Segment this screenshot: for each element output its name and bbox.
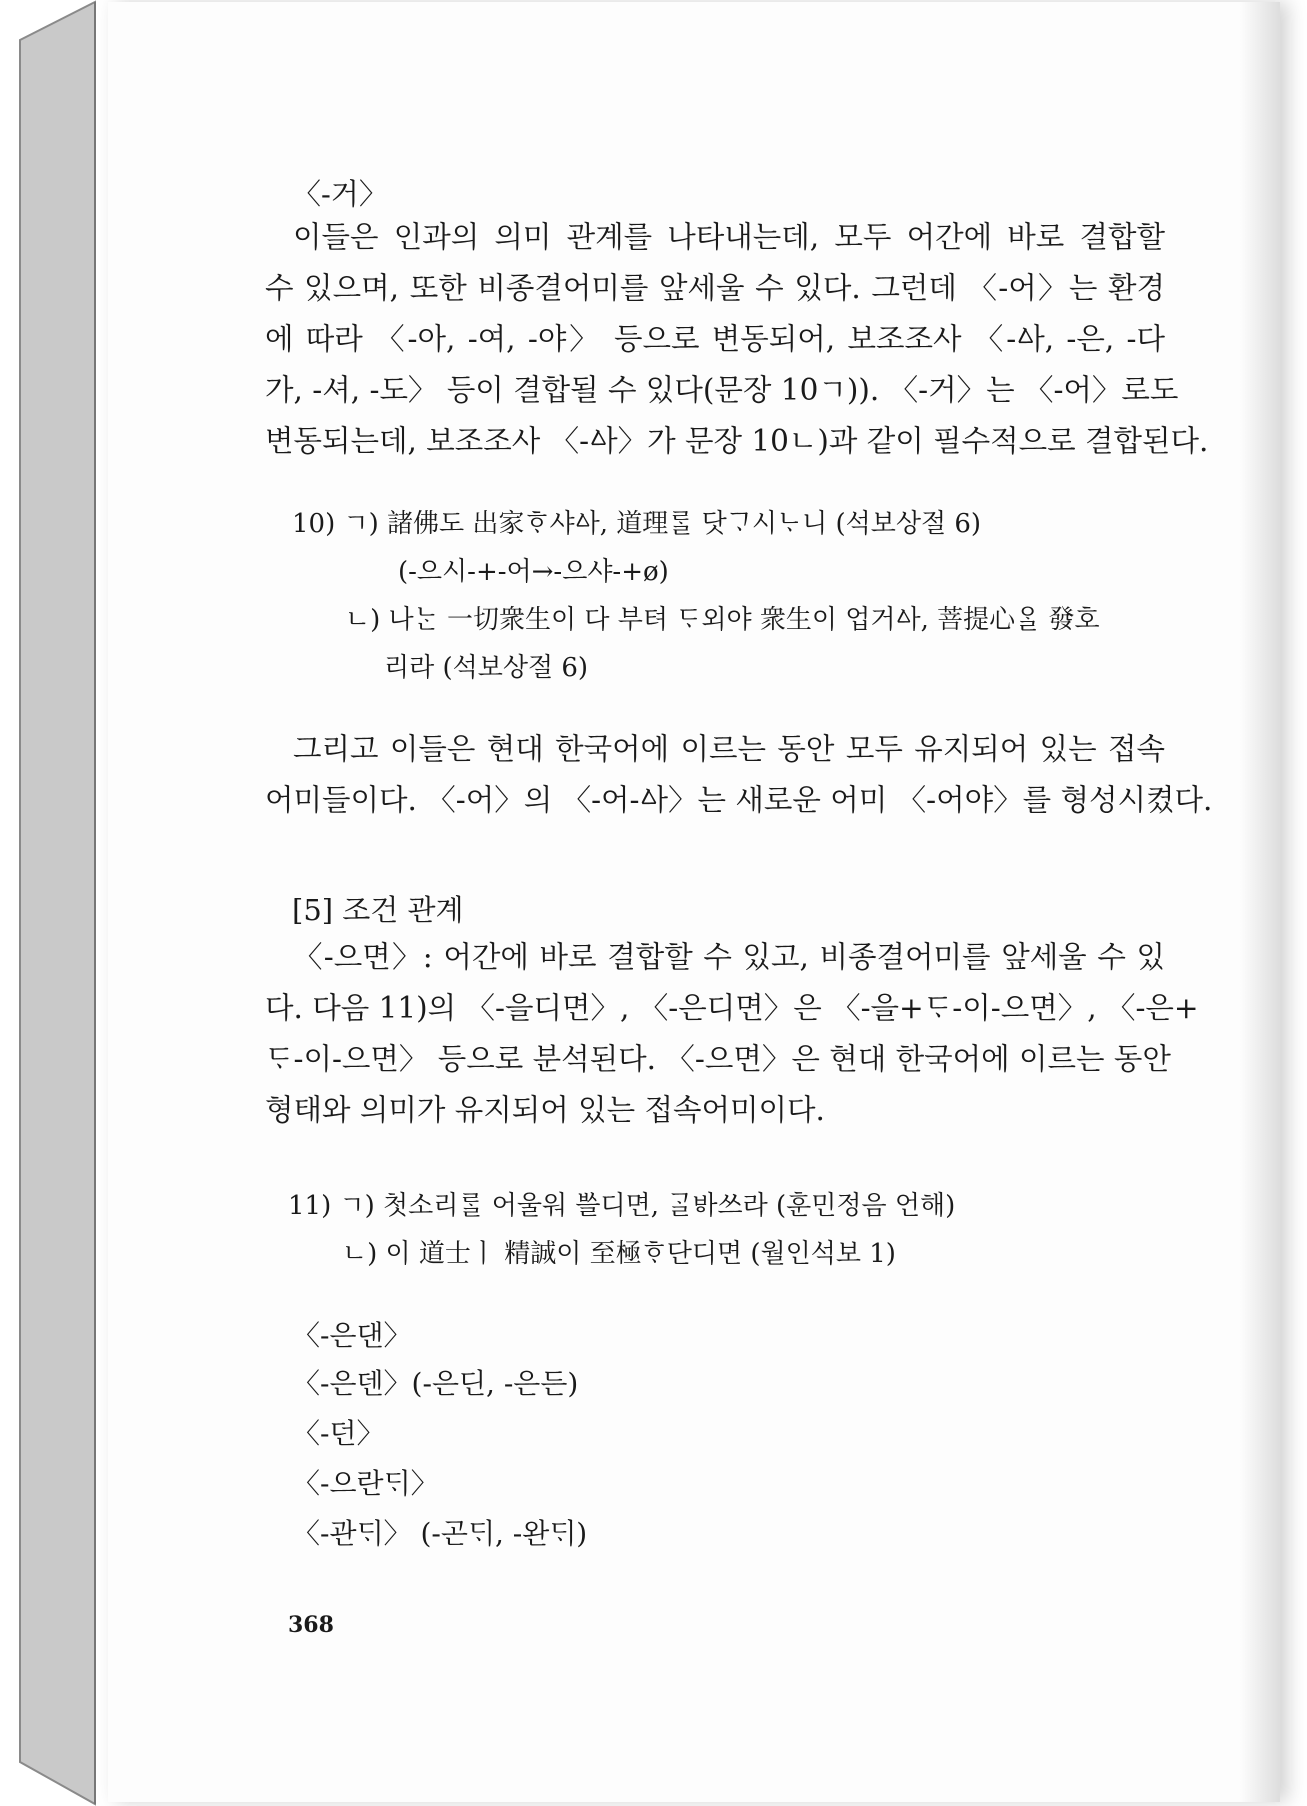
paragraph-line: 변동되는데, 보조조사 〈-ᅀᅡ〉가 문장 10ㄴ)과 같이 필수적으로 결합된다. xyxy=(265,424,1209,458)
list-item: 〈-관ᄃᆡ〉 (-곤ᄃᆡ, -완ᄃᆡ) xyxy=(292,1517,588,1550)
paragraph-line: 수 있으며, 또한 비종결어미를 앞세울 수 있다. 그런데 〈-어〉는 환경 xyxy=(265,271,1165,305)
paragraph-line: 〈-으면〉: 어간에 바로 결합할 수 있고, 비종결어미를 앞세울 수 있 xyxy=(293,940,1165,974)
paragraph-line: 어미들이다. 〈-어〉의 〈-어-ᅀᅡ〉는 새로운 어미 〈-어야〉를 형성시켰다. xyxy=(265,783,1213,817)
list-item: 〈-은댄〉 xyxy=(292,1319,412,1352)
example-11a: 11) ㄱ) 첫소리ᄅᆞᆯ 어울워 ᄡᅳᆯ디면, ᄀᆞᆯᄫᅡ쓰라 (훈민정음 언해) xyxy=(288,1191,956,1221)
heading-geo: 〈-거〉 xyxy=(292,177,388,211)
paragraph-2 xyxy=(265,724,1213,826)
paragraph-1 xyxy=(265,212,1209,467)
page-edge-shadow xyxy=(1240,2,1280,1802)
example-10b-cont: 리라 (석보상절 6) xyxy=(384,653,589,683)
paragraph-line: 그리고 이들은 현대 한국어에 이르는 동안 모두 유지되어 있는 접속 xyxy=(293,732,1165,766)
paragraph-3 xyxy=(265,932,1199,1136)
paragraph-line: 에 따라 〈-아, -여, -야〉 등으로 변동되어, 보조조사 〈-ᅀᅡ, -은, -다 xyxy=(265,322,1165,356)
paragraph-line: 다. 다음 11)의 〈-을디면〉, 〈-은디면〉은 〈-을+ᄃᆞ-이-으면〉, 〈-은+ xyxy=(265,991,1199,1025)
paragraph-line: 이들은 인과의 의미 관계를 나타내는데, 모두 어간에 바로 결합할 xyxy=(293,220,1165,254)
list-item: 〈-으란ᄃᆡ〉 xyxy=(292,1467,439,1500)
list-item: 〈-은덴〉(-은딘, -은든) xyxy=(292,1367,579,1400)
example-11b: ㄴ) 이 道士ㅣ 精誠이 至極ᄒᆞ단디면 (월인석보 1) xyxy=(342,1239,896,1269)
list-item: 〈-던〉 xyxy=(292,1417,385,1450)
example-10a: 10) ㄱ) 諸佛도 出家ᄒᆞ샤ᅀᅡ, 道理ᄅᆞᆯ 닷ᄀᆞ시ᄂᆞ니 (석보상절 6) xyxy=(292,509,982,539)
paragraph-line: ᄃᆞ-이-으면〉 등으로 분석된다. 〈-으면〉은 현대 한국어에 이르는 동안 xyxy=(265,1042,1171,1076)
page-number: 368 xyxy=(288,1612,334,1638)
example-10b: ㄴ) 나ᄂᆞᆫ 一切衆生이 다 부텨 ᄃᆞ외야 衆生이 업거ᅀᅡ, 菩提心ᄋᆞᆯ 發호 xyxy=(345,605,1100,635)
section-5-heading: [5] 조건 관계 xyxy=(292,893,464,927)
paragraph-line: 가, -셔, -도〉 등이 결합될 수 있다(문장 10ㄱ)). 〈-거〉는 〈-어〉로도 xyxy=(265,373,1179,407)
example-10a-note: (-으시-+-어→-으샤-+ø) xyxy=(398,557,669,587)
book-spine xyxy=(0,0,120,1806)
paragraph-line: 형태와 의미가 유지되어 있는 접속어미이다. xyxy=(265,1093,825,1127)
